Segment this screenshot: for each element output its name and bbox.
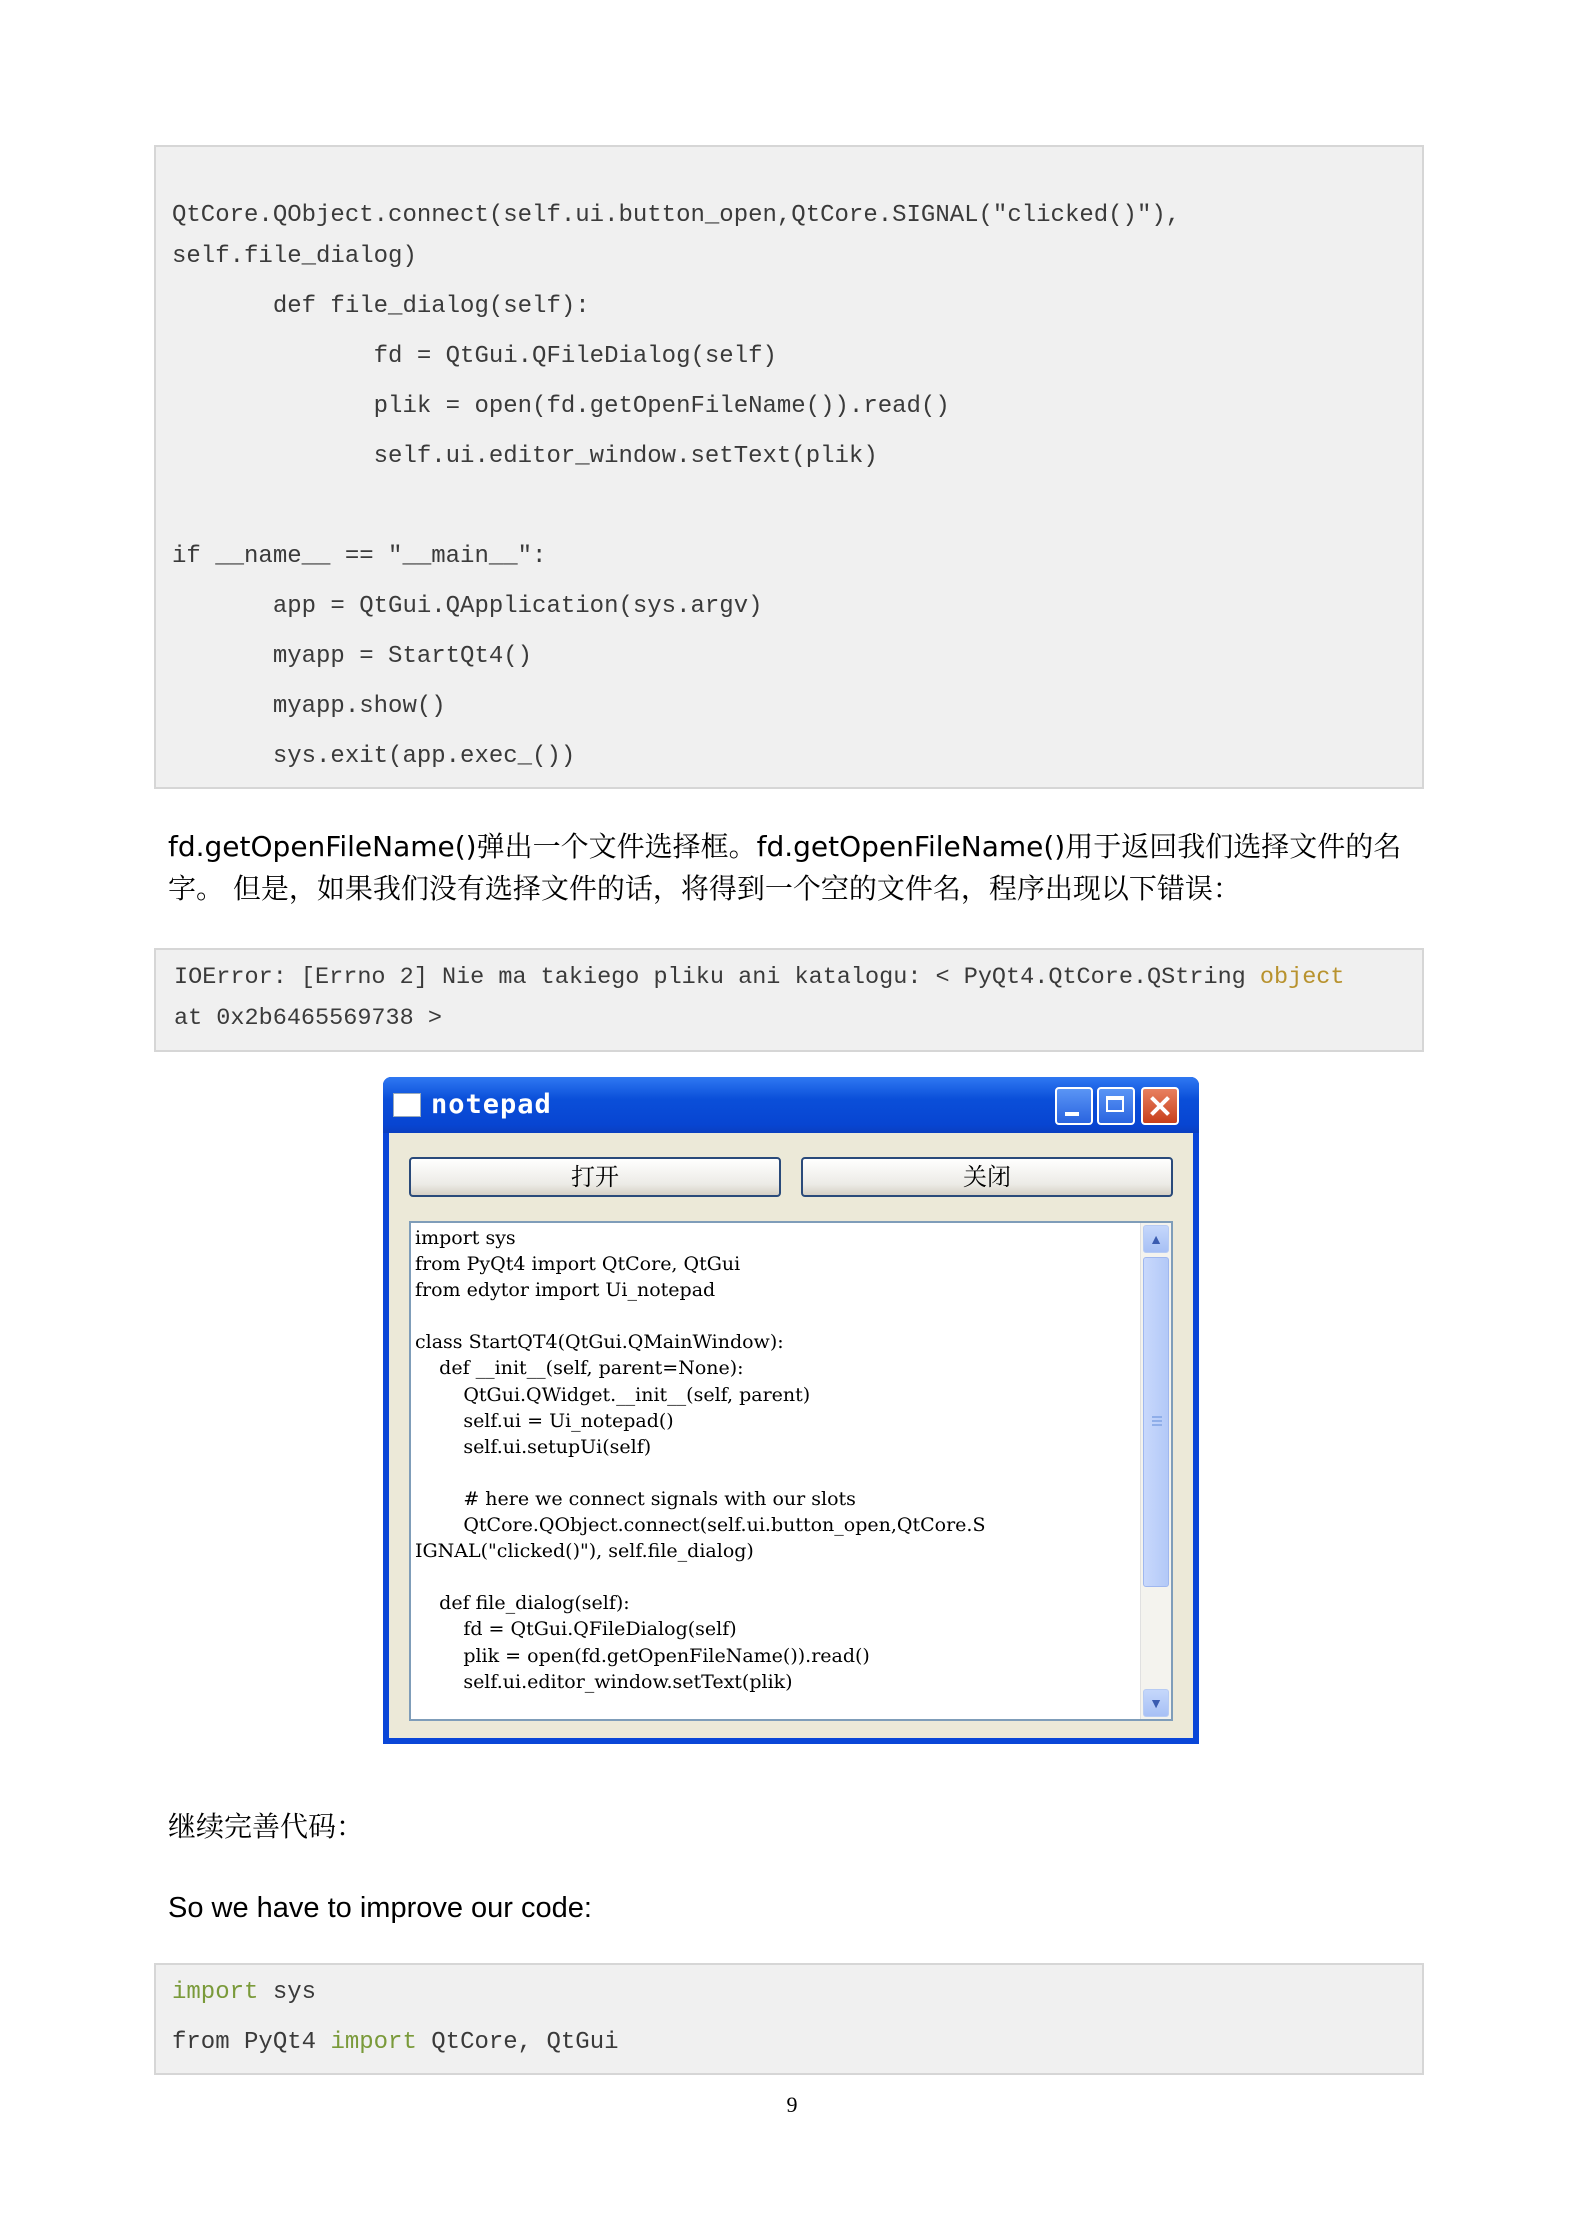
editor-window[interactable]: [409, 1221, 1173, 1721]
code-line: myapp.show(): [172, 693, 446, 720]
code-line: app = QtGui.QApplication(sys.argv): [172, 593, 763, 620]
code-line: self.file_dialog): [172, 243, 417, 270]
error-text: IOError: [Errno 2] Nie ma takiego pliku ani katalogu: < PyQt4.QtCore.QString: [174, 964, 1260, 991]
code-line: fd = QtGui.QFileDialog(self): [172, 343, 777, 370]
editor-text[interactable]: import sys from PyQt4 import QtCore, QtGui from edytor import Ui_notepad class StartQT4(QtGui.QMainWindow): def __init__(self, parent=None): QtGui.QWidget.__init__(self, parent) self.ui = Ui_notepad() self.ui.setupUi(self) # here we connect signals with our slots QtCore.QObject.connect(self.ui.button_open,QtCore.S IGNAL("clicked()"), self.file_dialog) def file_dialog(self): fd = QtGui.QFileDialog(self) plik = open(fd.getOpenFileName()).read() self.ui.editor_window.setText(plik): [415, 1227, 986, 1693]
code-text: sys: [258, 1979, 317, 2006]
keyword: import: [330, 2029, 417, 2056]
error-line: [174, 964, 1345, 991]
paragraph-line: 字。 但是，如果我们没有选择文件的话，将得到一个空的文件名，程序出现以下错误：: [168, 872, 1241, 905]
code-line: def file_dialog(self):: [172, 293, 590, 320]
scrollbar-thumb[interactable]: [1143, 1257, 1169, 1587]
code-block-1: [154, 145, 1424, 789]
scroll-up-icon[interactable]: ▲: [1143, 1225, 1169, 1253]
vertical-scrollbar[interactable]: [1140, 1223, 1171, 1719]
code-line: plik = open(fd.getOpenFileName()).read(): [172, 393, 950, 420]
page-number: 9: [786, 2092, 798, 2117]
window-icon: [393, 1093, 421, 1117]
keyword: import: [172, 1979, 259, 2006]
error-line: at 0x2b6465569738 >: [174, 1005, 442, 1032]
code-line: if __name__ == "__main__":: [172, 543, 547, 570]
code-line: sys.exit(app.exec_()): [172, 743, 576, 770]
window-title: notepad: [431, 1089, 552, 1120]
scroll-down-icon[interactable]: ▼: [1143, 1689, 1169, 1717]
code-block-2: [154, 1963, 1424, 2075]
code-text: QtCore, QtGui: [416, 2029, 619, 2056]
code-line: self.ui.editor_window.setText(plik): [172, 443, 878, 470]
code-text: from PyQt4: [172, 2029, 331, 2056]
paragraph-chinese: 继续完善代码：: [168, 1810, 365, 1843]
paragraph-line: fd.getOpenFileName()弹出一个文件选择框。fd.getOpenFileName()用于返回我们选择文件的名: [168, 830, 1402, 863]
maximize-icon[interactable]: [1097, 1087, 1135, 1125]
error-block: [154, 948, 1424, 1052]
close-icon[interactable]: [1141, 1087, 1179, 1125]
code-line: QtCore.QObject.connect(self.ui.button_open,QtCore.SIGNAL("clicked()"),: [172, 202, 1181, 229]
code-line: [172, 2029, 619, 2056]
code-line: myapp = StartQt4(): [172, 643, 533, 670]
minimize-icon[interactable]: [1055, 1087, 1093, 1125]
close-button[interactable]: 关闭: [801, 1157, 1173, 1197]
paragraph-english: So we have to improve our code:: [168, 1892, 592, 1924]
error-keyword: object: [1259, 964, 1345, 991]
window-client-area: [389, 1133, 1193, 1738]
notepad-window: [383, 1077, 1199, 1744]
code-line: [172, 1979, 316, 2006]
grip-icon: [1152, 1416, 1162, 1428]
open-button[interactable]: 打开: [409, 1157, 781, 1197]
title-bar[interactable]: [383, 1077, 1199, 1133]
